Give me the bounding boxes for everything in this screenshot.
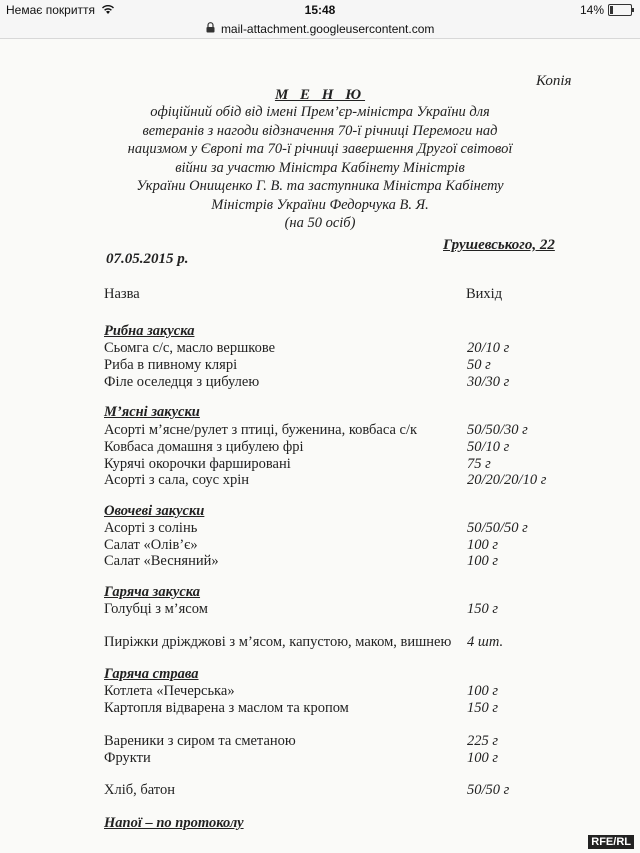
menu-item-name: Вареники з сиром та сметаною [104, 733, 296, 749]
heading-line: (на 50 осіб) [284, 215, 356, 231]
menu-item-output: 100 г [467, 553, 499, 569]
menu-item-output: 50/10 г [467, 439, 510, 455]
column-header-output: Вихід [466, 286, 503, 302]
url-text: mail-attachment.googleusercontent.com [220, 22, 435, 36]
menu-item-name: Голубці з м’ясом [104, 601, 208, 617]
url-bar[interactable] [0, 20, 640, 39]
menu-item-output: 150 г [467, 700, 499, 716]
menu-document [0, 39, 640, 853]
carrier-text: Немає покриття [6, 3, 96, 17]
battery-status [580, 3, 632, 17]
menu-item-name: Риба в пивному клярі [104, 357, 238, 373]
menu-item-output: 100 г [467, 750, 499, 766]
section-title: Гаряча страва [104, 666, 199, 682]
watermark-logo: RFE/RL [588, 835, 634, 849]
menu-item-output: 150 г [467, 601, 499, 617]
menu-date: 07.05.2015 р. [106, 251, 189, 267]
column-header-name: Назва [104, 286, 140, 302]
address: Грушевського, 22 [443, 237, 555, 253]
menu-item-name: Курячі окорочки фаршировані [104, 456, 291, 472]
menu-item-name: Фрукти [104, 750, 151, 766]
menu-item-name: Картопля відварена з маслом та кропом [104, 700, 349, 716]
menu-item-output: 50/50/30 г [467, 422, 528, 438]
menu-item-output: 50/50 г [467, 782, 510, 798]
menu-item-name: Салат «Весняний» [104, 553, 219, 569]
clock: 15:48 [304, 3, 336, 17]
heading-line: Міністрів України Федорчука В. Я. [211, 196, 429, 213]
menu-item-name: Асорті з солінь [104, 520, 198, 536]
menu-item-output: 20/10 г [467, 340, 510, 356]
menu-item-output: 225 г [467, 733, 499, 749]
menu-item-output: 50 г [467, 357, 491, 373]
status-bar [0, 0, 640, 20]
heading-line: ветеранів з нагоди відзначення 70-ї річниці Перемоги над [142, 122, 498, 139]
section-title: Овочеві закуски [104, 503, 205, 519]
menu-item-name: Салат «Олів’є» [104, 537, 198, 553]
section-title: Рибна закуска [104, 323, 195, 339]
heading-line: офіційний обід від імені Прем’єр-міністра України для [150, 104, 490, 120]
menu-item-name: Хліб, батон [104, 782, 175, 798]
menu-item-name: Асорті з сала, соус хрін [104, 472, 250, 488]
copy-mark: Копія [536, 73, 572, 89]
menu-item-output: 75 г [467, 456, 491, 472]
menu-item-output: 30/30 г [467, 374, 510, 390]
menu-item-name: Сьомга с/с, масло вершкове [104, 340, 276, 356]
menu-item-name: Філе оселедця з цибулею [104, 374, 260, 390]
section-title: М’ясні закуски [104, 404, 200, 420]
lock-icon [206, 22, 215, 33]
battery-icon [608, 4, 632, 16]
heading-line: війни за участю Міністра Кабінету Міністрів [175, 159, 465, 176]
menu-item-output: 4 шт. [467, 634, 504, 650]
menu-item-output: 100 г [467, 683, 499, 699]
menu-item-output: 20/20/20/10 г [467, 472, 547, 488]
menu-item-name: Котлета «Печерська» [104, 683, 235, 699]
menu-heading [110, 103, 530, 233]
menu-item-name: Ковбаса домашня з цибулею фрі [104, 439, 304, 455]
menu-item-output: 50/50/50 г [467, 520, 528, 536]
menu-item-name: Пиріжки дріжджові з м’ясом, капустою, маком, вишнею [104, 634, 452, 650]
battery-percent: 14% [579, 3, 604, 17]
section-title: Гаряча закуска [104, 584, 201, 600]
menu-item-name: Асорті м’ясне/рулет з птиці, буженина, ковбаса с/к [104, 422, 418, 438]
heading-line: нацизмом у Європі та 70-ї річниці завершення Другої світової [127, 141, 513, 157]
menu-item-output: 100 г [467, 537, 499, 553]
menu-title: М Е Н Ю [274, 87, 366, 103]
drinks-note: Напої – по протоколу [104, 815, 244, 831]
heading-line: України Онищенко Г. В. та заступника Міністра Кабінету [136, 178, 504, 194]
